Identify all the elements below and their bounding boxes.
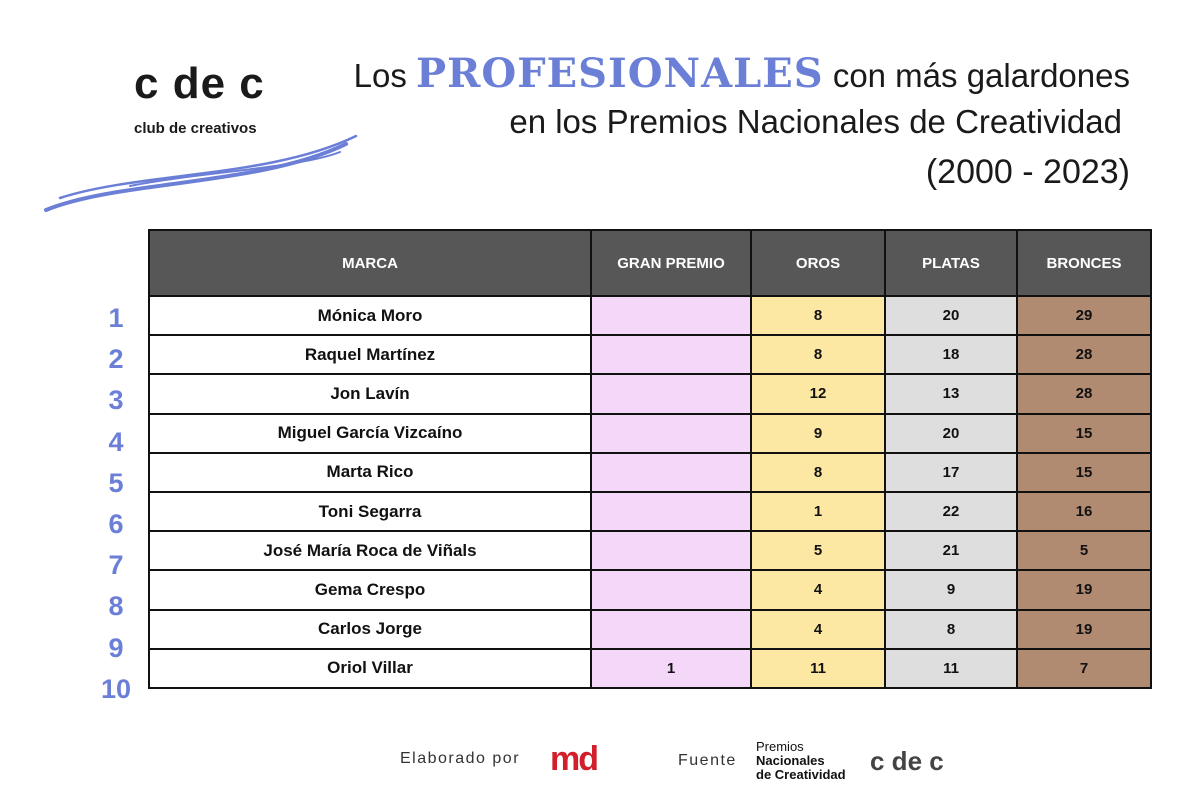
rank-number: 1 (108, 303, 124, 333)
rank-column (92, 298, 140, 710)
table-row (149, 335, 1151, 374)
awards-table (148, 229, 1152, 689)
rank-number: 8 (108, 591, 124, 622)
table-row (149, 570, 1151, 609)
cell-name: Raquel Martínez (149, 335, 591, 374)
fuente-label: Fuente (678, 752, 737, 769)
title-suffix: con más galardones (832, 57, 1130, 94)
cell-bronces: 19 (1017, 610, 1151, 649)
rank-number: 9 (108, 632, 124, 663)
cell-oros: 9 (751, 414, 885, 453)
title-prefix: Los (353, 57, 407, 94)
cell-gran-premio (591, 374, 751, 413)
pnc-line-3: de Creatividad (756, 767, 846, 782)
page-title (354, 52, 1130, 198)
cell-oros: 11 (751, 649, 885, 688)
cell-platas: 9 (885, 570, 1017, 609)
cell-bronces: 15 (1017, 453, 1151, 492)
cell-platas: 13 (885, 374, 1017, 413)
cell-oros: 12 (751, 374, 885, 413)
cell-name: Carlos Jorge (149, 610, 591, 649)
cell-gran-premio (591, 531, 751, 570)
cell-bronces: 15 (1017, 414, 1151, 453)
cell-platas: 22 (885, 492, 1017, 531)
cell-bronces: 7 (1017, 649, 1151, 688)
cell-platas: 20 (885, 414, 1017, 453)
cell-platas: 20 (885, 296, 1017, 335)
table-row (149, 649, 1151, 688)
cell-gran-premio (591, 610, 751, 649)
cell-name: Marta Rico (149, 453, 591, 492)
cell-name: Gema Crespo (149, 570, 591, 609)
cell-oros: 4 (751, 610, 885, 649)
table-row (149, 492, 1151, 531)
cell-name: Oriol Villar (149, 649, 591, 688)
md-logo: md (550, 740, 597, 778)
swoosh-decoration (40, 128, 370, 218)
header-gran-premio: GRAN PREMIO (591, 230, 751, 296)
cell-gran-premio (591, 335, 751, 374)
table-row (149, 374, 1151, 413)
cell-gran-premio (591, 492, 751, 531)
cell-oros: 8 (751, 335, 885, 374)
cell-name: Toni Segarra (149, 492, 591, 531)
table-header-row (149, 230, 1151, 296)
cell-platas: 8 (885, 610, 1017, 649)
title-years: (2000 - 2023) (925, 153, 1130, 191)
cell-bronces: 19 (1017, 570, 1151, 609)
cell-oros: 8 (751, 296, 885, 335)
cell-name: Jon Lavín (149, 374, 591, 413)
header-platas: PLATAS (885, 230, 1017, 296)
cdec-footer-logo: c de c (870, 746, 944, 776)
rank-number: 2 (108, 344, 124, 375)
cell-bronces: 28 (1017, 374, 1151, 413)
cell-gran-premio (591, 414, 751, 453)
header-oros: OROS (751, 230, 885, 296)
header-marca: MARCA (149, 230, 591, 296)
cell-name: Miguel García Vizcaíno (149, 414, 591, 453)
cell-bronces: 5 (1017, 531, 1151, 570)
cell-platas: 21 (885, 531, 1017, 570)
cell-gran-premio (591, 453, 751, 492)
cell-platas: 18 (885, 335, 1017, 374)
table-row (149, 453, 1151, 492)
cell-platas: 11 (885, 649, 1017, 688)
cell-platas: 17 (885, 453, 1017, 492)
cell-name: José María Roca de Viñals (149, 531, 591, 570)
table-row (149, 296, 1151, 335)
cell-bronces: 28 (1017, 335, 1151, 374)
cell-oros: 8 (751, 453, 885, 492)
premios-nacionales-logo (756, 740, 846, 782)
pnc-line-2: Nacionales (756, 753, 825, 768)
cdec-logo (134, 59, 265, 137)
title-highlight: PROFESIONALES (416, 50, 824, 97)
table-row (149, 414, 1151, 453)
cell-oros: 1 (751, 492, 885, 531)
pnc-line-1: Premios (756, 739, 804, 754)
rank-number: 5 (108, 467, 124, 498)
rank-number: 6 (108, 508, 124, 539)
cell-bronces: 29 (1017, 296, 1151, 335)
footer (0, 738, 1200, 788)
title-line-2: en los Premios Nacionales de Creatividad (509, 103, 1122, 140)
cell-gran-premio: 1 (591, 649, 751, 688)
rank-number: 3 (108, 385, 124, 416)
cell-oros: 4 (751, 570, 885, 609)
table-row (149, 610, 1151, 649)
logo-tagline: club de creativos (134, 120, 257, 137)
cell-bronces: 16 (1017, 492, 1151, 531)
logo-wordmark: c de c (134, 59, 265, 108)
elaborado-por-label: Elaborado por (400, 750, 521, 767)
rank-number: 4 (108, 426, 124, 457)
cell-gran-premio (591, 570, 751, 609)
cell-oros: 5 (751, 531, 885, 570)
rank-number: 10 (100, 673, 132, 704)
header-bronces: BRONCES (1017, 230, 1151, 296)
table-row (149, 531, 1151, 570)
cell-gran-premio (591, 296, 751, 335)
cell-name: Mónica Moro (149, 296, 591, 335)
rank-number: 7 (108, 550, 124, 581)
